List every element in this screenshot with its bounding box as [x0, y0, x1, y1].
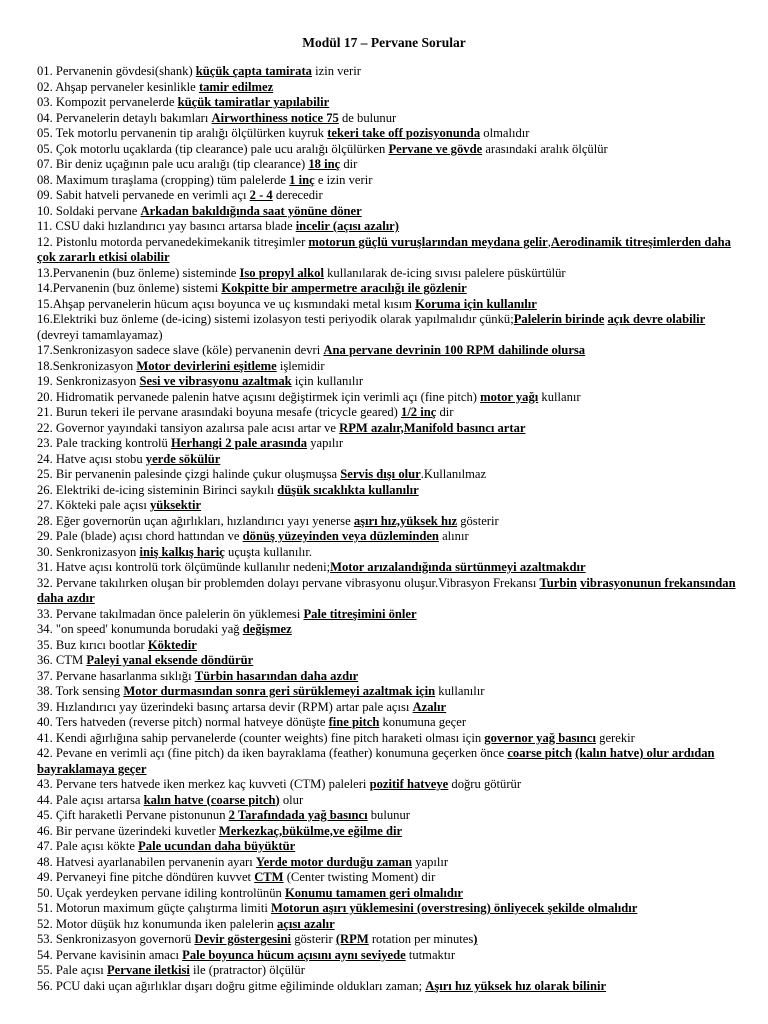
- question-text: 16.Elektriki buz önleme (de-icing) sistemi izolasyon testi periyodik olarak yapılmalıdır çünkü;: [37, 312, 514, 326]
- answer-text: Aşırı hız yüksek hız olarak bilinir: [425, 978, 607, 993]
- answer-text: Iso propyl alkol: [239, 265, 324, 280]
- question-line: [37, 576, 749, 607]
- question-text: 44. Pale açısı artarsa: [37, 792, 144, 807]
- answer-text: tamir edilmez: [198, 79, 274, 94]
- answer-text: Kokpitte bir ampermetre aracılığı ile gözlenir: [221, 281, 467, 295]
- question-line: [37, 126, 749, 142]
- question-text: 18.Senkronizasyon: [37, 358, 137, 373]
- question-text: 33. Pervane takılmadan önce palelerin ön yüklemesi: [37, 606, 304, 621]
- question-line: [37, 297, 749, 313]
- question-text: 32. Pervane takılırken oluşan bir problemden dolayı pervane vibrasyonu oluşur.Vibrasyon Frekansı: [37, 575, 540, 590]
- question-line: [37, 514, 749, 530]
- question-line: [37, 638, 749, 654]
- answer-text: Pale boyunca hücum açısını aynı seviyede: [182, 947, 406, 962]
- answer-text: motorun güçlü vuruşlarından meydana gelir: [308, 234, 548, 249]
- answer-text: governor yağ basıncı: [484, 730, 596, 745]
- question-line: [37, 917, 749, 933]
- question-text: 35. Buz kırıcı bootlar: [37, 637, 148, 652]
- question-line: [37, 219, 749, 235]
- question-text: 37. Pervane hasarlanma sıklığı: [37, 668, 195, 683]
- question-line: [37, 312, 749, 343]
- question-text: 36. CTM: [37, 653, 87, 667]
- question-text: 55. Pale açısı: [37, 963, 107, 977]
- question-line: [37, 545, 749, 561]
- question-text: 54. Pervane kavisinin amacı: [37, 947, 183, 962]
- question-text: (Center twisting Moment) dir: [283, 870, 436, 884]
- question-line: [37, 607, 749, 623]
- answer-text: aşırı hız,yüksek hız: [353, 513, 458, 528]
- answer-text: pozitif hatveye: [369, 777, 449, 791]
- question-text: 30. Senkronizasyon: [37, 544, 140, 559]
- question-text: 31. Hatve açısı kontrolü tork ölçümünde kullanılır nedeni;: [37, 560, 331, 574]
- question-text: 40. Ters hatveden (reverse pitch) normal hatveye dönüşte: [37, 715, 329, 729]
- answer-text: dönüş yüzeyinden veya düzleminden: [242, 529, 439, 543]
- question-line: [37, 948, 749, 964]
- question-line: [37, 700, 749, 716]
- question-line: [37, 142, 749, 158]
- question-text: 39. Hızlandırıcı yay üzerindeki basınç artarsa devir (RPM) artar pale açısı: [37, 699, 413, 714]
- question-text: dir: [340, 157, 358, 171]
- question-text: için kullanılır: [291, 374, 364, 388]
- question-line: [37, 374, 749, 390]
- answer-text: küçük tamiratlar yapılabilir: [177, 95, 330, 109]
- question-line: [37, 824, 749, 840]
- question-text: 23. Pale tracking kontrolü: [37, 436, 171, 450]
- answer-text: değişmez: [242, 622, 292, 636]
- answer-text: Herhangi 2 pale arasında: [170, 436, 308, 450]
- question-text: gösterir: [291, 932, 336, 946]
- answer-text: Yerde motor durduğu zaman: [255, 854, 413, 869]
- question-text: ,: [547, 234, 551, 249]
- question-text: 48. Hatvesi ayarlanabilen pervanenin ayarı: [37, 854, 256, 869]
- answer-text: (RPM: [335, 932, 369, 946]
- answer-text: Konumu tamamen geri olmalıdır: [284, 885, 464, 900]
- question-text: 12. Pistonlu motorda pervanedekimekanik titreşimler: [37, 234, 309, 249]
- question-text: 11. CSU daki hızlandırıcı yay basıncı artarsa blade: [37, 219, 296, 233]
- question-text: 47. Pale açısı kökte: [37, 839, 139, 853]
- question-line: [37, 715, 749, 731]
- question-line: [37, 560, 749, 576]
- answer-text: Ana pervane devrinin 100 RPM dahilinde olursa: [323, 343, 586, 357]
- answer-text: 2 - 4: [249, 188, 273, 202]
- question-text: 46. Bir pervane üzerindeki kuvetler: [37, 823, 219, 838]
- question-text: 07. Bir deniz uçağının pale ucu aralığı (tip clearance): [37, 157, 309, 171]
- answer-text: Koruma için kullanılır: [415, 296, 537, 311]
- question-text: 15.Ahşap pervanelerin hücum açısı boyunca ve uç kısmındaki metal kısım: [37, 296, 416, 311]
- question-text: yapılır: [307, 436, 344, 450]
- question-line: [37, 746, 749, 777]
- answer-text: kalın hatve (coarse pitch): [143, 792, 280, 807]
- answer-text: 2 Tarafındada yağ basıncı: [228, 808, 368, 822]
- question-text: 27. Kökteki pale açısı: [37, 498, 150, 512]
- question-text: işlemidir: [276, 358, 325, 373]
- answer-text: tekeri take off pozisyonunda: [327, 126, 481, 140]
- answer-text: Motor arızalandığında sürtünmeyi azaltmakdır: [330, 560, 586, 574]
- question-line: [37, 64, 749, 80]
- question-text: 04. Pervanelerin detaylı bakımları: [37, 110, 212, 125]
- question-line: [37, 901, 749, 917]
- answer-text: Pervane ve gövde: [388, 141, 483, 156]
- answer-text: Köktedir: [147, 637, 197, 652]
- question-line: [37, 498, 749, 514]
- question-line: [37, 111, 749, 127]
- question-line: [37, 436, 749, 452]
- question-text: .Kullanılmaz: [420, 467, 487, 481]
- question-line: [37, 979, 749, 995]
- answer-text: ): [473, 932, 478, 946]
- question-text: 05. Çok motorlu uçaklarda (tip clearance) pale ucu aralığı ölçülürken: [37, 141, 389, 156]
- question-text: izin verir: [311, 64, 361, 78]
- question-line: [37, 281, 749, 297]
- question-text: 20. Hidromatik pervanede palenin hatve açısını değiştirmek için verimli açı (fine pitch): [37, 389, 481, 404]
- question-text: 03. Kompozit pervanelerde: [37, 95, 178, 109]
- answer-text: 18 inç: [308, 157, 341, 171]
- answer-text: 1 inç: [289, 172, 315, 187]
- question-text: 42. Pevane en verimli açı (fine pitch) da iken bayraklama (feather) konumuna geçerken önce: [37, 746, 508, 760]
- question-text: alınır: [438, 529, 469, 543]
- answer-text: Pervane iletkisi: [106, 963, 190, 977]
- question-text: 34. "on speed' konumunda borudaki yağ: [37, 622, 243, 636]
- answer-text: düşük sıcaklıkta kullanılır: [277, 482, 419, 497]
- question-text: bulunur: [367, 808, 410, 822]
- question-text: uçuşta kullanılır.: [224, 544, 312, 559]
- answer-text: RPM azalır,Manifold basıncı artar: [339, 420, 526, 435]
- question-text: dir: [436, 405, 454, 419]
- question-text: rotation per minutes: [368, 932, 474, 946]
- question-text: yapılır: [412, 854, 449, 869]
- question-line: [37, 963, 749, 979]
- question-line: [37, 235, 749, 266]
- question-line: [37, 793, 749, 809]
- answer-text: Paleyi yanal eksende döndürür: [86, 653, 254, 667]
- question-text: 41. Kendi ağırlığına sahip pervanelerde (counter weights) fine pitch haraketi olması için: [37, 730, 485, 745]
- question-text: kullanır: [538, 389, 581, 404]
- answer-text: incelir (açısı azalır): [295, 219, 399, 233]
- answer-text: coarse pitch: [507, 746, 573, 760]
- question-line: [37, 669, 749, 685]
- question-line: [37, 188, 749, 204]
- question-line: [37, 855, 749, 871]
- answer-text: açık devre olabilir: [607, 312, 706, 326]
- question-text: olmalıdır: [480, 126, 530, 140]
- question-text: arasındaki aralık ölçülür: [482, 141, 608, 156]
- answer-text: Servis dışı olur: [340, 467, 421, 481]
- page-title: Modül 17 – Pervane Sorular: [302, 35, 466, 50]
- answer-text: Pale ucundan daha büyüktür: [138, 839, 296, 853]
- answer-text: iniş kalkış hariç: [139, 544, 225, 559]
- question-line: [37, 95, 749, 111]
- question-text: 13.Pervanenin (buz önleme) sisteminde: [37, 265, 240, 280]
- question-text: 50. Uçak yerdeyken pervane idiling kontrolünün: [37, 885, 285, 900]
- question-text: kullanılarak de-icing sıvısı palelere püskürtülür: [323, 265, 566, 280]
- question-text: gösterir: [457, 513, 499, 528]
- question-text: 19. Senkronizasyon: [37, 374, 140, 388]
- question-text: 51. Motorun maximum güçte çalıştırma limiti: [37, 901, 271, 915]
- question-text: 49. Pervaneyi fine pitche döndüren kuvvet: [37, 870, 255, 884]
- answer-text: vibrasyonunun frekansından daha azdır: [37, 575, 736, 605]
- answer-text: Motor durmasından sonra geri sürüklemeyi azaltmak için: [123, 684, 436, 698]
- answer-text: Pale titreşimini önler: [303, 606, 417, 621]
- question-text: kullanılır: [435, 684, 485, 698]
- question-line: [37, 157, 749, 173]
- question-line: [37, 343, 749, 359]
- question-text: 28. Eğer governorün uçan ağırlıkları, hızlandırıcı yayı yenerse: [37, 513, 354, 528]
- question-text: 43. Pervane ters hatvede iken merkez kaç kuvveti (CTM) paleleri: [37, 777, 370, 791]
- answer-text: Turbin: [539, 575, 577, 590]
- question-text: 08. Maximum tıraşlama (cropping) tüm palelerde: [37, 172, 290, 187]
- question-text: de bulunur: [338, 110, 397, 125]
- question-text: 26. Elektriki de-icing sisteminin Birinci saykılı: [37, 482, 278, 497]
- question-line: [37, 359, 749, 375]
- question-line: [37, 421, 749, 437]
- question-line: [37, 653, 749, 669]
- question-text: doğru götürür: [448, 777, 522, 791]
- question-text: ile (pratractor) ölçülür: [189, 963, 305, 977]
- answer-text: Aerodinamik titreşimlerden daha çok zararlı etkisi olabilir: [37, 234, 731, 264]
- question-text: e izin verir: [314, 172, 373, 187]
- answer-text: Airworthiness notice 75: [211, 110, 339, 125]
- answer-text: Sesi ve vibrasyonu azaltmak: [139, 374, 292, 388]
- question-line: [37, 622, 749, 638]
- answer-text: küçük çapta tamirata: [195, 64, 312, 78]
- question-line: [37, 467, 749, 483]
- answer-text: fine pitch: [328, 715, 380, 729]
- question-text: 09. Sabit hatveli pervanede en verimli açı: [37, 188, 250, 202]
- question-line: [37, 731, 749, 747]
- question-line: [37, 777, 749, 793]
- question-text: 21. Burun tekeri ile pervane arasındaki boyuna mesafe (tricycle geared): [37, 405, 402, 419]
- answer-text: Azalır: [412, 699, 447, 714]
- question-line: [37, 266, 749, 282]
- question-text: 45. Çift haraketli Pervane pistonunun: [37, 808, 229, 822]
- question-text: 29. Pale (blade) açısı chord hattından ve: [37, 529, 243, 543]
- answer-text: motor yağı: [480, 389, 539, 404]
- answer-text: Motorun aşırı yüklemesini (overstresing) önliyecek şekilde olmalıdır: [271, 901, 638, 915]
- question-line: [37, 932, 749, 948]
- question-line: [37, 390, 749, 406]
- question-line: [37, 684, 749, 700]
- question-line: [37, 204, 749, 220]
- question-text: 52. Motor düşük hız konumunda iken palelerin: [37, 916, 277, 931]
- question-text: 22. Governor yayındaki tansiyon azalırsa pale acısı artar ve: [37, 420, 340, 435]
- answer-text: (kalın hatve) olur ardıdan bayraklamaya geçer: [37, 746, 715, 776]
- question-text: 24. Hatve açısı stobu: [37, 451, 146, 466]
- question-text: 05. Tek motorlu pervanenin tip aralığı ölçülürken kuyruk: [37, 126, 328, 140]
- answer-text: açısı azalır: [276, 916, 335, 931]
- question-text: 01. Pervanenin gövdesi(shank): [37, 64, 196, 78]
- question-line: [37, 886, 749, 902]
- answer-text: Palelerin birinde: [513, 312, 605, 326]
- answer-text: 1/2 inç: [401, 405, 437, 419]
- answer-text: Merkezkaç,bükülme,ve eğilme dir: [218, 823, 403, 838]
- question-line: [37, 405, 749, 421]
- question-line: [37, 80, 749, 96]
- question-text: 10. Soldaki pervane: [37, 203, 141, 218]
- answer-text: Türbin hasarından daha azdır: [194, 668, 359, 683]
- question-line: [37, 529, 749, 545]
- question-line: [37, 870, 749, 886]
- answer-text: Arkadan bakıldığında saat yönüne döner: [140, 203, 362, 218]
- question-line: [37, 839, 749, 855]
- question-text: derecedir: [272, 188, 323, 202]
- question-text: konumuna geçer: [379, 715, 467, 729]
- question-text: gerekir: [596, 730, 635, 745]
- question-line: [37, 483, 749, 499]
- question-line: [37, 452, 749, 468]
- question-text: olur: [279, 792, 304, 807]
- question-text: (devreyi tamamlayamaz): [37, 327, 163, 342]
- question-text: 38. Tork sensing: [37, 684, 124, 698]
- question-line: [37, 808, 749, 824]
- answer-text: Devir göstergesini: [194, 932, 292, 946]
- question-text: 02. Ahşap pervaneler kesinlikle: [37, 79, 199, 94]
- question-text: 25. Bir pervanenin palesinde çizgi halinde çukur oluşmuşsa: [37, 467, 341, 481]
- question-text: 53. Senkronizasyon governorü: [37, 932, 195, 946]
- answer-text: CTM: [254, 870, 284, 884]
- answer-text: Motor devirlerini eşitleme: [136, 358, 277, 373]
- question-list: [37, 64, 749, 994]
- question-line: [37, 173, 749, 189]
- answer-text: yüksektir: [149, 498, 202, 512]
- question-text: tutmaktır: [405, 947, 456, 962]
- question-text: 14.Pervanenin (buz önleme) sistemi: [37, 281, 222, 295]
- question-text: 56. PCU daki uçan ağırlıklar dışarı doğru gitme eğiliminde oldukları zaman;: [37, 978, 426, 993]
- answer-text: yerde sökülür: [145, 451, 221, 466]
- question-text: 17.Senkronizasyon sadece slave (köle) pervanenin devri: [37, 343, 324, 357]
